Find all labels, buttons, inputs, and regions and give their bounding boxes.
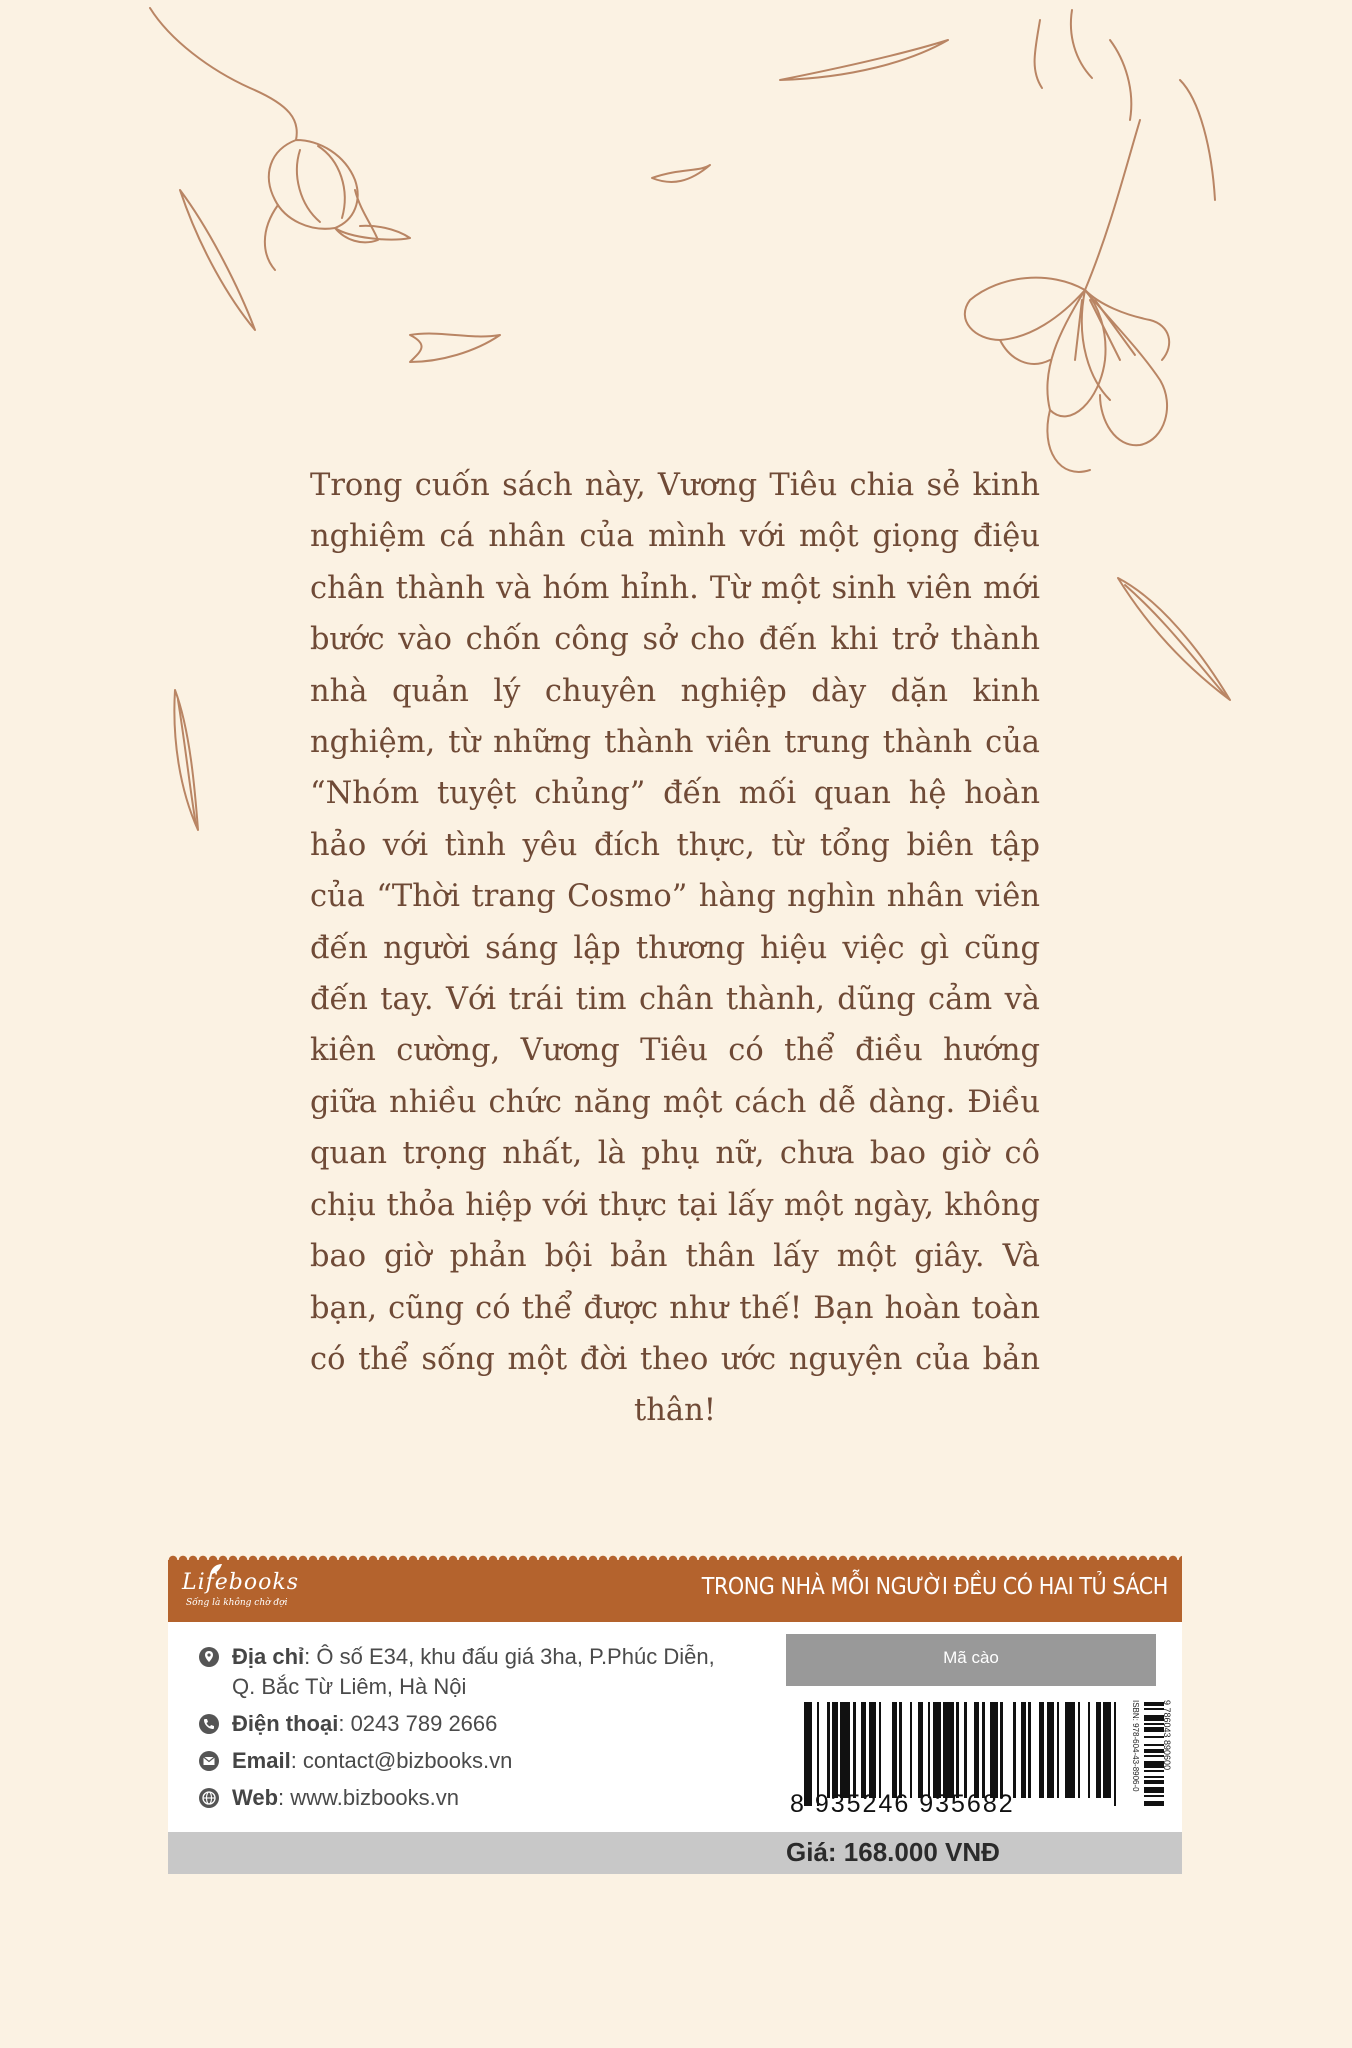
slogan-bar xyxy=(168,1560,1182,1622)
barcode-bar xyxy=(902,1702,910,1798)
globe-icon xyxy=(198,1787,220,1809)
contact-info xyxy=(198,1642,758,1820)
address-line-2: Q. Bắc Từ Liêm, Hà Nội xyxy=(232,1674,467,1699)
isbn-number: 9 786043 890600 xyxy=(1162,1700,1172,1771)
email-icon xyxy=(198,1750,220,1772)
phone-icon xyxy=(198,1713,220,1735)
barcode-bar xyxy=(1065,1702,1075,1798)
logo-tagline: Sống là không chờ đợi xyxy=(186,1598,288,1608)
web-row xyxy=(198,1783,758,1813)
barcode-bar xyxy=(1103,1702,1111,1798)
barcode-bar xyxy=(1003,1702,1013,1798)
email-row xyxy=(198,1746,758,1776)
web-label: Web xyxy=(232,1785,279,1810)
price-label: Giá: 168.000 VNĐ xyxy=(786,1837,1000,1867)
barcode-bar xyxy=(819,1702,827,1798)
isbn-barcode xyxy=(1126,1700,1172,1810)
isbn-bar xyxy=(1144,1806,1164,1808)
address-label: Địa chỉ xyxy=(232,1644,305,1669)
email-label: Email xyxy=(232,1748,291,1773)
scratch-code-box: Mã cào xyxy=(786,1634,1156,1686)
barcode-number: 8 935246 935682 xyxy=(790,1790,1015,1818)
slogan-text: TRONG NHÀ MỖI NGƯỜI ĐỀU CÓ HAI TỦ SÁCH xyxy=(701,1574,1168,1600)
location-pin-icon xyxy=(198,1646,220,1668)
price-bar xyxy=(168,1832,1182,1874)
isbn-text: ISBN: 978-604-43-8906-0 xyxy=(1131,1700,1140,1792)
publisher-footer xyxy=(168,1560,1182,1874)
email-value: : contact@bizbooks.vn xyxy=(290,1748,513,1773)
barcode-bar xyxy=(990,1702,998,1798)
phone-row xyxy=(198,1709,758,1739)
barcode-bar xyxy=(840,1702,850,1798)
address-row xyxy=(198,1642,758,1702)
isbn-bars xyxy=(1144,1702,1164,1810)
barcode-bar xyxy=(881,1702,891,1798)
barcode-bar xyxy=(869,1702,877,1798)
barcode-bar xyxy=(1080,1702,1088,1798)
logo-name: Lifebooks xyxy=(182,1570,300,1595)
info-panel xyxy=(168,1622,1182,1832)
barcode-bar xyxy=(943,1702,953,1798)
phone-value: : 0243 789 2666 xyxy=(338,1711,498,1736)
barcode-bar xyxy=(1031,1702,1039,1798)
publisher-logo xyxy=(182,1566,300,1618)
book-description: Trong cuốn sách này, Vương Tiêu chia sẻ kinh nghiệm cá nhân của mình với một giọng điệu chân thành và hóm hỉnh. Từ một sinh viên mới bước vào chốn công sở cho đến khi trở thành nhà quản lý chuyên nghiệp dày dặn kinh nghiệm, từ những thành viên trung thành của “Nhóm tuyệt chủng” đến mối quan hệ hoàn hảo với tình yêu đích thực, từ tổng biên tập của “Thời trang Cosmo” hàng nghìn nhân viên đến người sáng lập thương hiệu việc gì cũng đến tay. Với trái tim chân thành, dũng cảm và kiên cường, Vương Tiêu có thể điều hướng giữa nhiều chức năng một cách dễ dàng. Điều quan trọng nhất, là phụ nữ, chưa bao giờ cô chịu thỏa hiệp với thực tại lấy một ngày, không bao giờ phản bội bản thân lấy một giây. Và bạn, cũng có thể được như thế! Bạn hoàn toàn có thể sống một đời theo ước nguyện của bản thân! xyxy=(310,468,1040,1429)
address-line-1: : Ô số E34, khu đấu giá 3ha, P.Phúc Diễn, xyxy=(304,1644,715,1669)
barcode-bar xyxy=(933,1702,941,1798)
web-value: : www.bizbooks.vn xyxy=(278,1785,460,1810)
phone-label: Điện thoại xyxy=(232,1711,339,1736)
barcode-bar xyxy=(1047,1702,1055,1798)
